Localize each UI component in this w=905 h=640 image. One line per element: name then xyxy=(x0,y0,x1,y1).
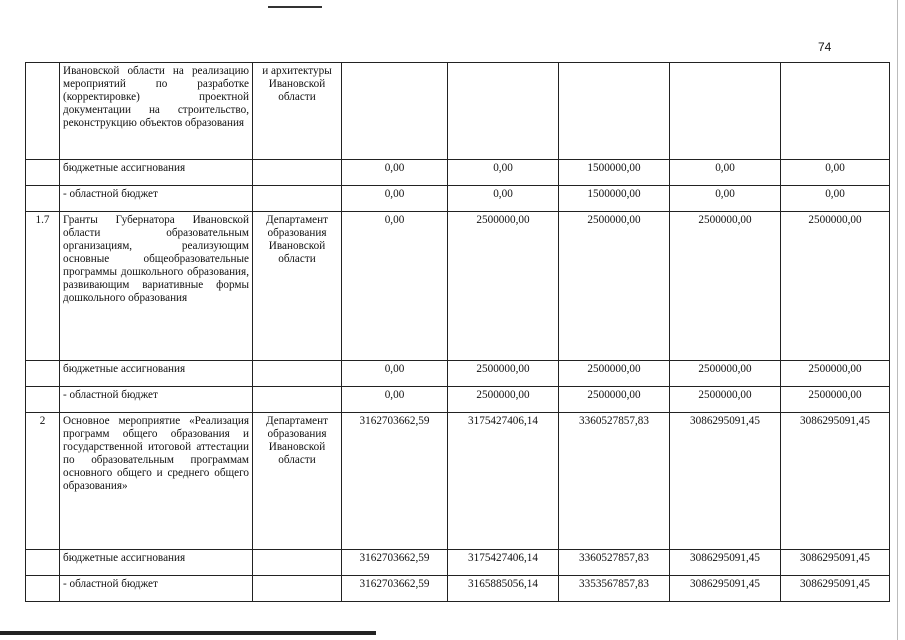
item-name-cell: Основное мероприятие «Реализация программ общего образования и государственной итоговой аттестации по образовательным программам основного общего и среднего общего образования» xyxy=(60,413,253,550)
amount-cell: 0,00 xyxy=(342,387,448,413)
amount-cell xyxy=(781,63,890,160)
amount-cell: 2500000,00 xyxy=(559,387,670,413)
amount-cell: 2500000,00 xyxy=(559,361,670,387)
table-row xyxy=(26,212,890,361)
row-number-cell xyxy=(26,550,60,576)
amount-cell: 2500000,00 xyxy=(670,361,781,387)
amount-cell: 0,00 xyxy=(670,160,781,186)
item-name-cell: Гранты Губернатора Ивановской области образовательным организациям, реализующим основные общеобразовательные программы дошкольного образования, развивающим вариативные формы дошкольного образования xyxy=(60,212,253,361)
amount-cell: 0,00 xyxy=(448,186,559,212)
amount-cell: 2500000,00 xyxy=(781,212,890,361)
row-number-cell xyxy=(26,160,60,186)
row-number-cell xyxy=(26,63,60,160)
amount-cell: 2500000,00 xyxy=(670,387,781,413)
top-rule xyxy=(268,6,322,8)
item-name-cell: бюджетные ассигнования xyxy=(60,160,253,186)
amount-cell: 0,00 xyxy=(781,186,890,212)
table-row xyxy=(26,413,890,550)
amount-cell: 0,00 xyxy=(342,212,448,361)
amount-cell: 3175427406,14 xyxy=(448,413,559,550)
amount-cell: 2500000,00 xyxy=(781,361,890,387)
amount-cell: 3175427406,14 xyxy=(448,550,559,576)
amount-cell: 0,00 xyxy=(342,186,448,212)
item-name-cell: бюджетные ассигнования xyxy=(60,361,253,387)
amount-cell: 3360527857,83 xyxy=(559,550,670,576)
amount-cell: 3162703662,59 xyxy=(342,550,448,576)
responsible-cell xyxy=(253,387,342,413)
row-number-cell xyxy=(26,361,60,387)
responsible-cell: и архитектуры Ивановской области xyxy=(253,63,342,160)
amount-cell: 1500000,00 xyxy=(559,186,670,212)
table-row xyxy=(26,186,890,212)
row-number-cell xyxy=(26,576,60,602)
amount-cell: 2500000,00 xyxy=(559,212,670,361)
amount-cell: 3086295091,45 xyxy=(670,413,781,550)
amount-cell: 3086295091,45 xyxy=(670,550,781,576)
table-row xyxy=(26,63,890,160)
page-number: 74 xyxy=(818,40,832,54)
amount-cell: 3360527857,83 xyxy=(559,413,670,550)
row-number-cell xyxy=(26,186,60,212)
table-row xyxy=(26,550,890,576)
responsible-cell: Департамент образования Ивановской области xyxy=(253,413,342,550)
table-row xyxy=(26,576,890,602)
item-name-cell: - областной бюджет xyxy=(60,186,253,212)
amount-cell: 3086295091,45 xyxy=(670,576,781,602)
row-number-cell xyxy=(26,387,60,413)
amount-cell: 3353567857,83 xyxy=(559,576,670,602)
amount-cell: 0,00 xyxy=(342,361,448,387)
amount-cell: 0,00 xyxy=(448,160,559,186)
amount-cell: 2500000,00 xyxy=(448,361,559,387)
responsible-cell: Департамент образования Ивановской области xyxy=(253,212,342,361)
responsible-cell xyxy=(253,186,342,212)
amount-cell: 2500000,00 xyxy=(670,212,781,361)
amount-cell xyxy=(448,63,559,160)
amount-cell: 3086295091,45 xyxy=(781,576,890,602)
amount-cell: 0,00 xyxy=(670,186,781,212)
responsible-cell xyxy=(253,160,342,186)
responsible-cell xyxy=(253,361,342,387)
responsible-cell xyxy=(253,550,342,576)
amount-cell: 3162703662,59 xyxy=(342,413,448,550)
item-name-cell: - областной бюджет xyxy=(60,387,253,413)
amount-cell: 2500000,00 xyxy=(781,387,890,413)
amount-cell xyxy=(559,63,670,160)
row-number-cell: 1.7 xyxy=(26,212,60,361)
budget-table xyxy=(25,62,890,602)
amount-cell: 3086295091,45 xyxy=(781,550,890,576)
table-row xyxy=(26,361,890,387)
amount-cell: 2500000,00 xyxy=(448,212,559,361)
table-row xyxy=(26,160,890,186)
amount-cell: 0,00 xyxy=(342,160,448,186)
item-name-cell: - областной бюджет xyxy=(60,576,253,602)
table-row xyxy=(26,387,890,413)
amount-cell: 3162703662,59 xyxy=(342,576,448,602)
amount-cell: 0,00 xyxy=(781,160,890,186)
bottom-rule xyxy=(0,631,376,635)
scan-edge xyxy=(897,0,898,640)
amount-cell: 3086295091,45 xyxy=(781,413,890,550)
amount-cell: 2500000,00 xyxy=(448,387,559,413)
row-number-cell: 2 xyxy=(26,413,60,550)
item-name-cell: бюджетные ассигнования xyxy=(60,550,253,576)
amount-cell xyxy=(670,63,781,160)
amount-cell: 1500000,00 xyxy=(559,160,670,186)
amount-cell: 3165885056,14 xyxy=(448,576,559,602)
amount-cell xyxy=(342,63,448,160)
responsible-cell xyxy=(253,576,342,602)
item-name-cell: Ивановской области на реализацию мероприятий по разработке (корректировке) проектной документации на строительство, реконструкцию объектов образования xyxy=(60,63,253,160)
